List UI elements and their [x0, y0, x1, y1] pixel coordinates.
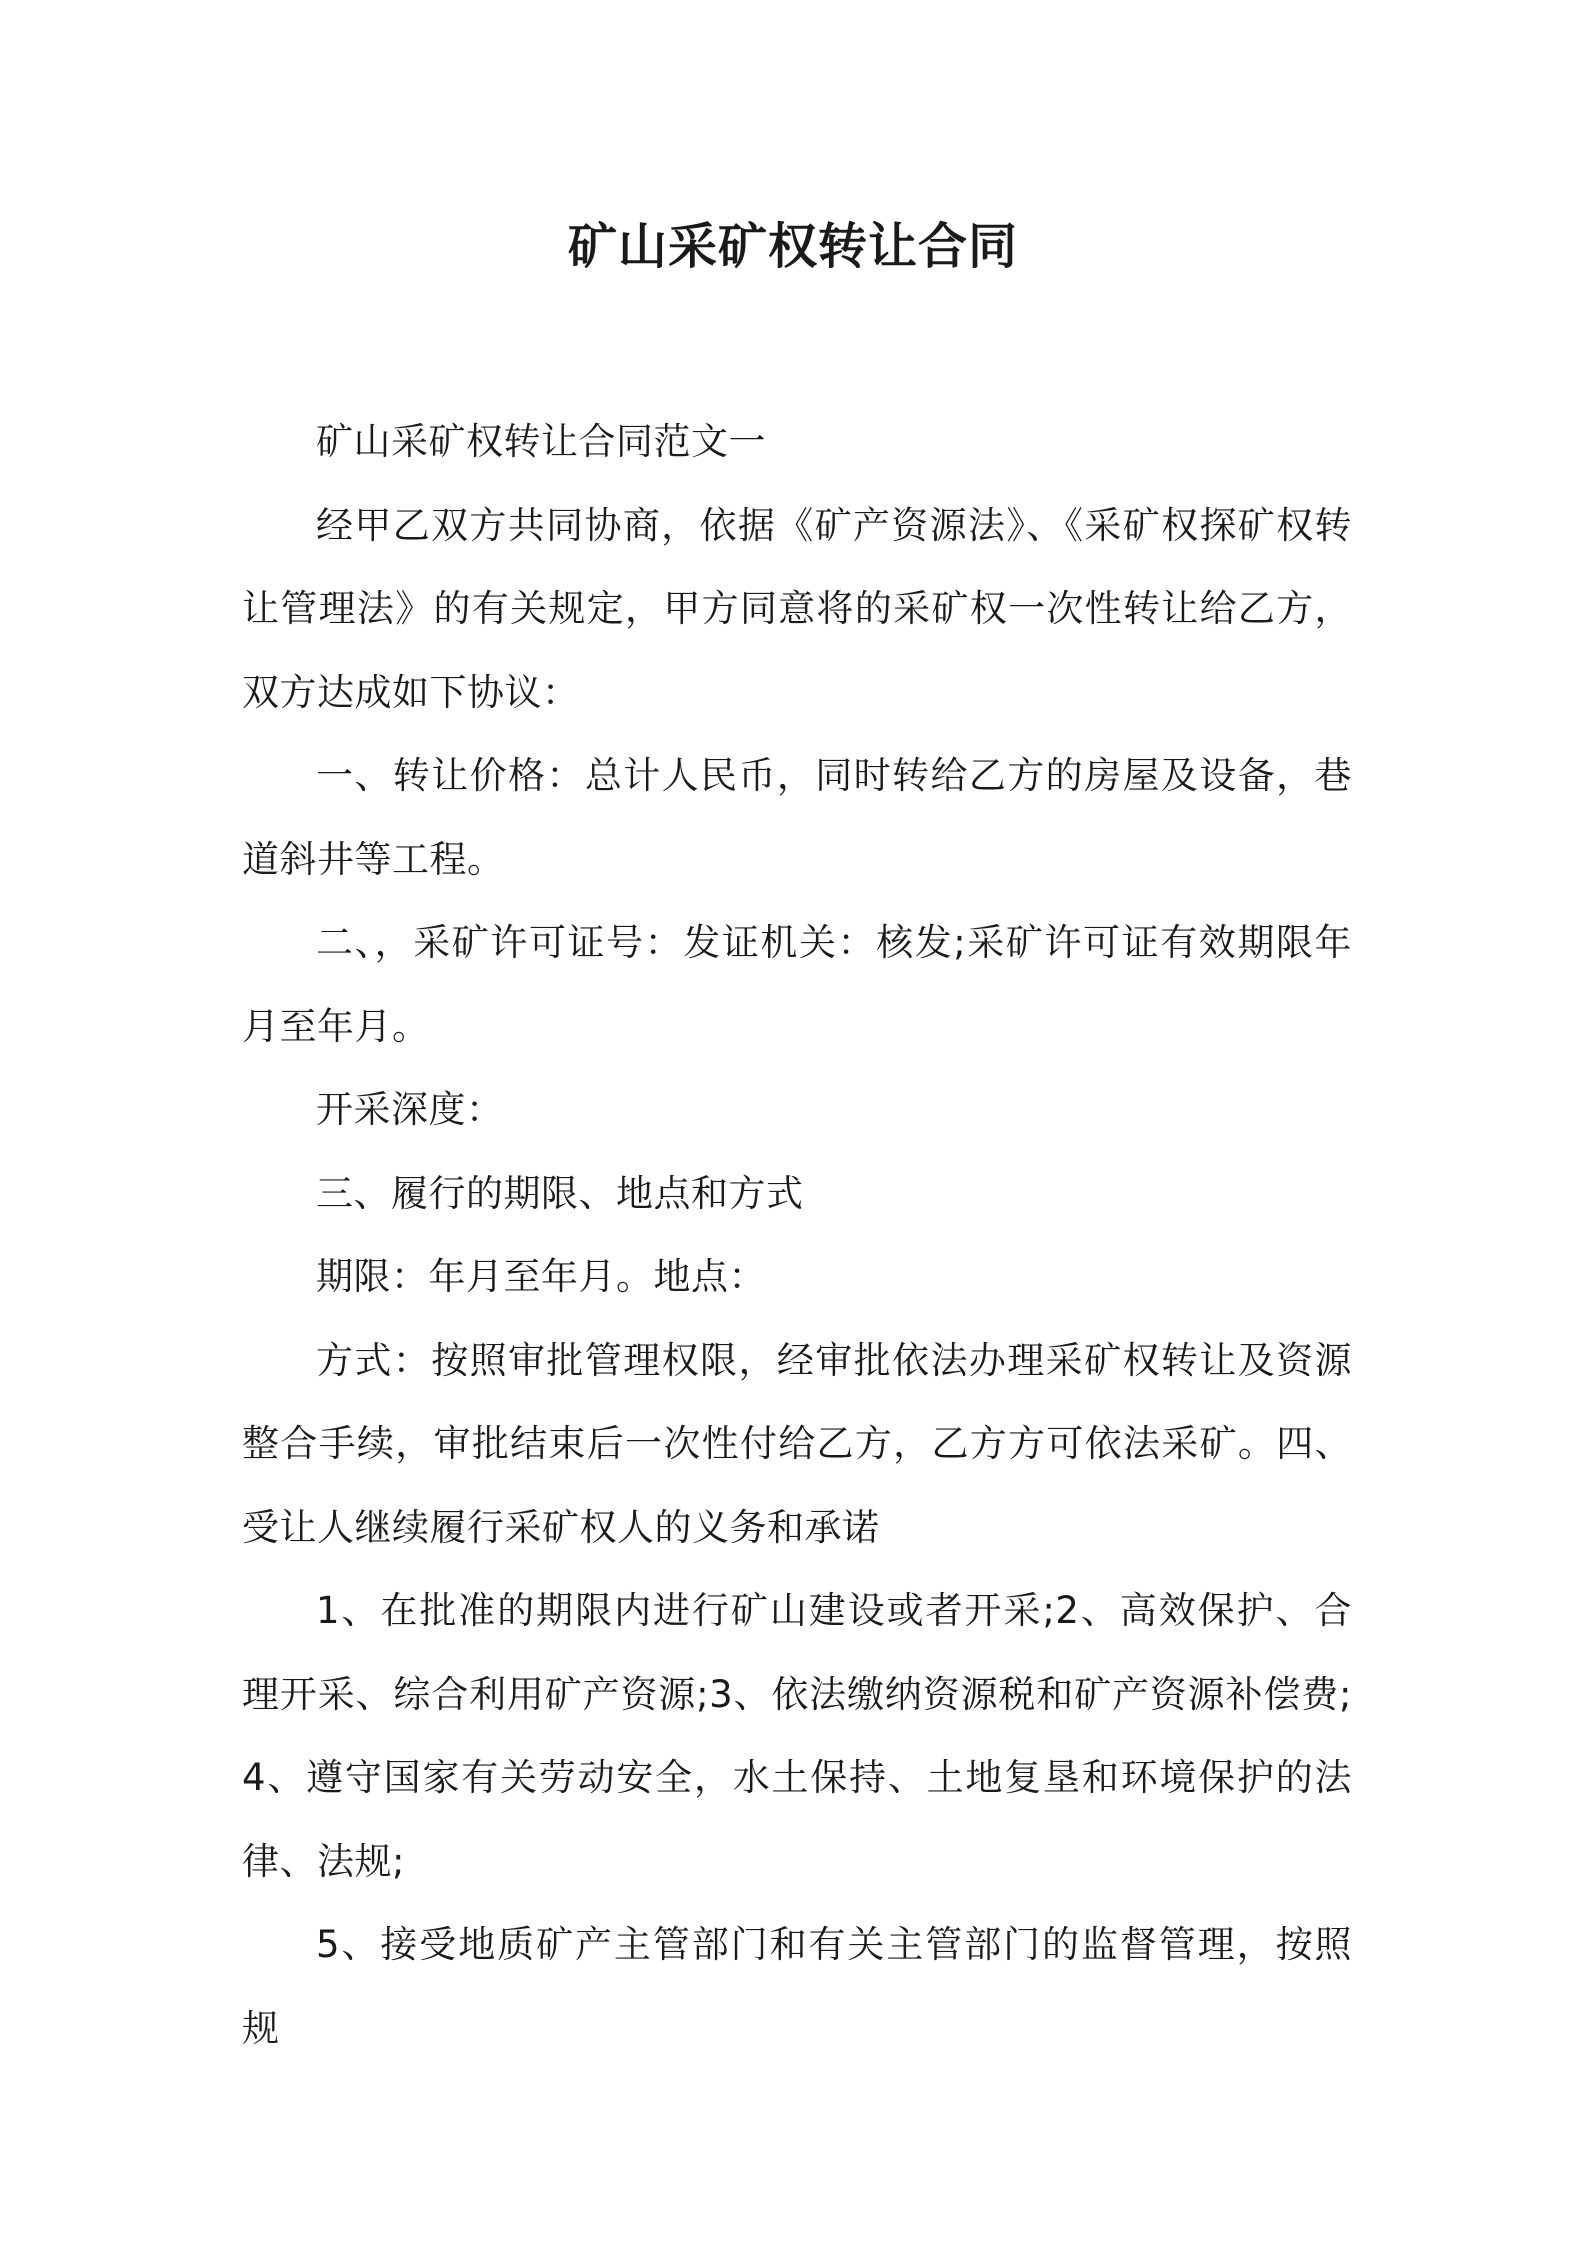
paragraph-clause-3: 三、履行的期限、地点和方式 [316, 1171, 804, 1215]
paragraph-method: 方式：按照审批管理权限，经审批依法办理采矿权转让及资源整合手续，审批结束后一次性付给乙方，乙方方可依法采矿。四、受让人继续履行采矿权人的义务和承诺 [242, 1338, 1352, 1549]
paragraph-supervision: 5、接受地质矿产主管部门和有关主管部门的监督管理，按照规 [242, 1923, 1352, 2050]
paragraph-obligations: 1、在批准的期限内进行矿山建设或者开采;2、高效保护、合理开采、综合利用矿产资源;3、依法缴纳资源税和矿产资源补偿费;4、遵守国家有关劳动安全，水土保持、土地复垦和环境保护的法律、法规; [242, 1589, 1352, 1883]
document-body [242, 400, 1352, 2070]
paragraph-term-location: 期限：年月至年月。地点： [316, 1255, 766, 1298]
paragraph-intro: 经甲乙双方共同协商，依据《矿产资源法》、《采矿权探矿权转让管理法》的有关规定，甲方同意将的采矿权一次性转让给乙方，双方达成如下协议： [242, 503, 1352, 714]
paragraph-clause-1: 一、转让价格：总计人民币，同时转给乙方的房屋及设备，巷道斜井等工程。 [242, 754, 1352, 881]
document-title: 矿山采矿权转让合同 [567, 218, 1018, 275]
paragraph-heading: 矿山采矿权转让合同范文一 [316, 420, 766, 463]
paragraph-mining-depth: 开采深度： [316, 1088, 504, 1131]
paragraph-clause-2: 二、，采矿许可证号：发证机关：核发;采矿许可证有效期限年月至年月。 [242, 921, 1352, 1048]
